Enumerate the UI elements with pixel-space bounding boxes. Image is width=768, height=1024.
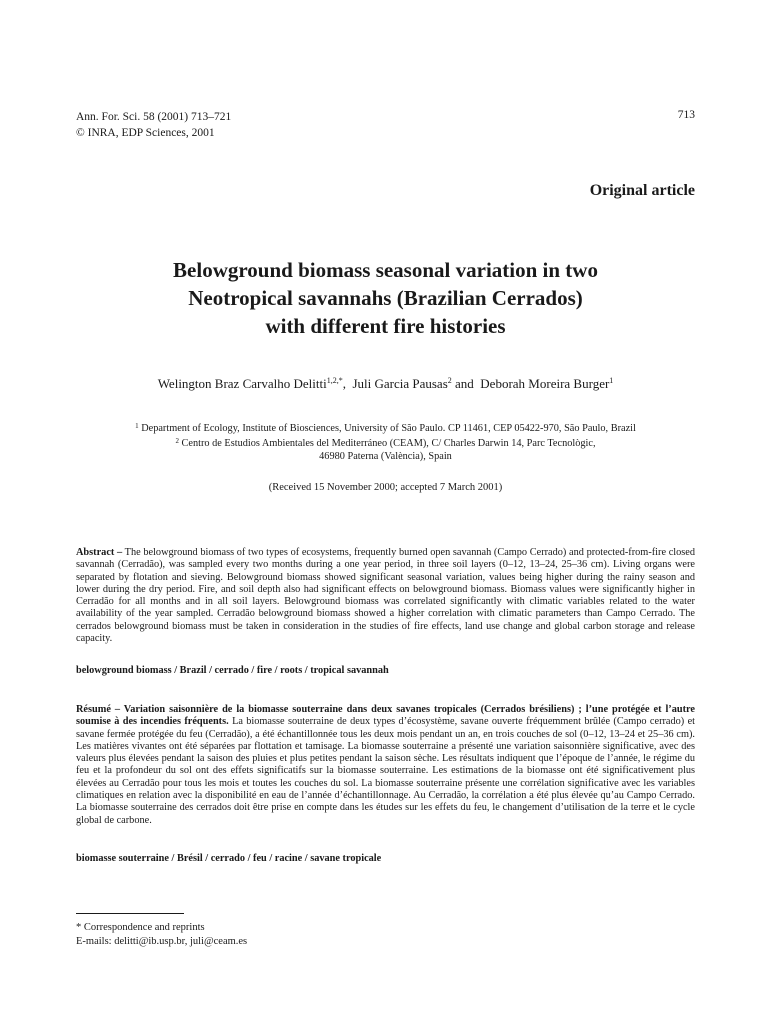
affiliation-text: 46980 Paterna (València), Spain [319,451,452,462]
abstract [76,547,695,645]
footnote-divider [76,913,184,914]
affiliation-text: Centro de Estudios Ambientales del Mediterráneo (CEAM), C/ Charles Darwin 14, Parc Tecnològic, [181,438,596,449]
resume-lead: Résumé – Variation saisonnière de la biomasse souterraine dans deux savanes tropicales (Cerrados brésiliens) ; l’une protégée et l’autre soumise à des incendies fréquents. [76,704,695,728]
footnote-correspondence: * Correspondence and reprints [76,922,205,933]
author-name: Deborah Moreira Burger [480,376,610,391]
page-number: 713 [677,109,695,121]
affiliation-2-cont [76,450,695,463]
journal-line-1: Ann. For. Sci. 58 (2001) 713–721 [76,111,232,123]
author-affiliation-mark: 1,2,* [326,376,343,385]
author-separator: and [455,376,474,391]
affiliation-1 [76,420,695,435]
article-type: Original article [589,182,695,199]
affiliation-mark: 2 [175,437,179,445]
resume-text: La biomasse souterraine de deux types d’écosystème, savane ouverte fréquemment brûlée (Campo cerrado) et savane fermée protégée du feu (Cerradão), a été échantillonnée tous les deux mois pendant un an, en trois couches de sol (0–12, 13–24 et 25–36 cm). Les matières vivantes ont été séparées par flottation et tamisage. La biomasse souterraine a présenté une variation saisonnière significative, avec des valeurs plus élevées pendant la saison des pluies et plus petites pendant la saison sèche. Les résultats indiquent que l’époque de l’année, le régime du feu et la profondeur du sol ont des effets significatifs sur la biomasse souterraine. Les estimations de la biomasse ont été significativement plus élevées au Cerradão pour tous les mois et toutes les couches du sol. La biomasse souterraine présente une corrélation significative avec les variables climatiques en relation avec la disponibilité en eau de l’année d’échantillonnage. Au Cerradão, la corrélation a été plus élevée qu’au Campo Cerrado. La biomasse souterraine des cerrados doit être prise en compte dans les études sur les effets du feu, le changement d’utilisation de la terre et le cycle global de carbone. [76,716,695,826]
affiliation-text: Department of Ecology, Institute of Biosciences, University of São Paulo. CP 11461, CEP 05422-970, São Paulo, Brazil [141,423,636,434]
abstract-text: The belowground biomass of two types of ecosystems, frequently burned open savannah (Campo Cerrado) and protected-from-fire closed savannah (Cerradão), was sampled every two months during a one year period, in three soil layers (0–12, 13–24, 25–36 cm). Living organs were separated by flotation and sieving. Belowground biomass showed significant seasonal variation, values being higher during the rainy season and lower during the dry period. Fire, and soil depth also had significant effects on belowground biomass. Biomass values were significantly higher in Cerradão for all months and in all soil layers. Belowground biomass was correlated significantly with climatic variables related to the water availability of the year sampled. Cerradão belowground biomass showed a higher correlation with climatic parameters than Campo Cerrado. The cerrados belowground biomass must be taken in consideration in the studies of fire effects, land use change and global carbon storage and release capacity. [76,547,696,645]
footnotes [76,921,247,948]
journal-citation [76,109,231,141]
affiliations [76,420,695,463]
journal-line-2: © INRA, EDP Sciences, 2001 [76,127,215,139]
keywords-french: biomasse souterraine / Brésil / cerrado / feu / racine / savane tropicale [76,853,382,864]
resume [76,704,695,827]
title-line-1: Belowground biomass seasonal variation in two [173,258,598,282]
author-list [76,376,695,392]
author-affiliation-mark: 1 [609,376,614,385]
abstract-lead: Abstract – [76,547,123,558]
author-separator: , [342,376,346,391]
title-line-3: with different fire histories [265,314,506,338]
received-dates: (Received 15 November 2000; accepted 7 March 2001) [268,482,503,493]
author-affiliation-mark: 2 [447,376,452,385]
paper-title [76,256,695,340]
affiliation-2 [76,435,695,450]
keywords-english: belowground biomass / Brazil / cerrado / fire / roots / tropical savannah [76,665,389,676]
title-line-2: Neotropical savannahs (Brazilian Cerrados) [188,286,583,310]
author-name: Juli Garcia Pausas [352,376,448,391]
footnote-emails: E-mails: delitti@ib.usp.br, juli@ceam.es [76,935,248,947]
author-name: Welington Braz Carvalho Delitti [157,376,327,391]
affiliation-mark: 1 [135,422,139,430]
